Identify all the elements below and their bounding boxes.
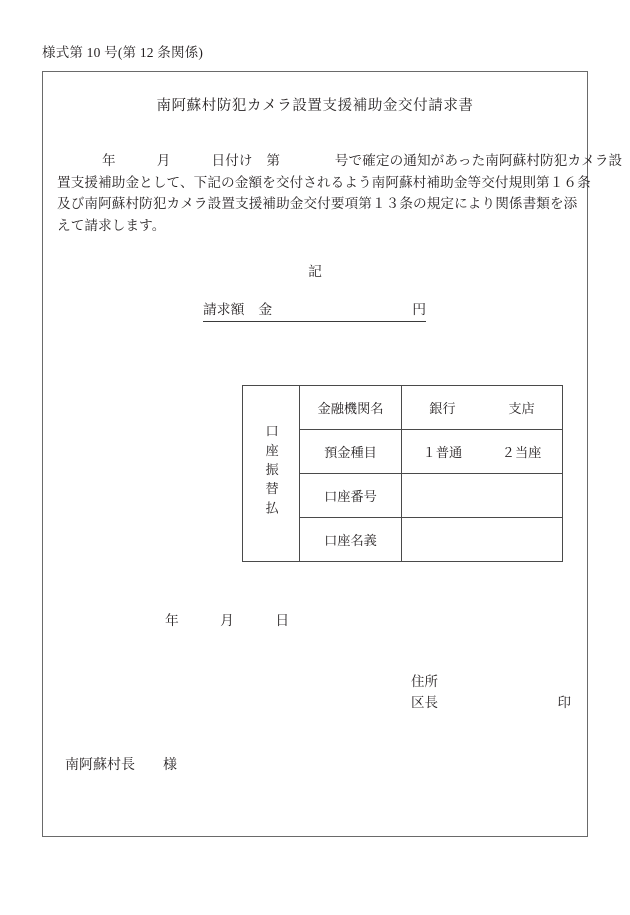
bank-vertical-label: 口座振替払 [263, 423, 279, 520]
bank-row-label-0 [300, 386, 402, 430]
page-frame [42, 71, 623, 837]
cell-label-text: 金融機関名 [317, 401, 384, 416]
page-content [43, 72, 623, 836]
signature-address-label: 住所 [411, 674, 438, 689]
seal-mark: 印 [557, 695, 571, 710]
claim-amount-currency-suffix: 円 [412, 302, 426, 317]
table-row [243, 386, 563, 430]
signature-title-label: 区長 [411, 695, 438, 710]
signature-title-row [411, 692, 571, 713]
addressee: 南阿蘇村長 様 [65, 758, 177, 773]
bank-row-label-2 [300, 474, 402, 518]
ki-marker: 記 [308, 264, 322, 279]
cell-value-text: 銀行 支店 [429, 401, 535, 416]
bank-row-label-1 [300, 430, 402, 474]
bank-row-value-0[interactable] [402, 386, 563, 430]
cell-label-text: 口座番号 [324, 489, 377, 504]
document-title: 南阿蘇村防犯カメラ設置支援補助金交付請求書 [156, 98, 474, 114]
body-line-3: 及び南阿蘇村防犯カメラ設置支援補助金交付要項第１３条の規定により関係書類を添 [57, 196, 578, 211]
submission-date-line: 年 月 日 [165, 613, 290, 628]
cell-value-text: １普通 ２当座 [422, 445, 542, 460]
body-line-4: えて請求します。 [57, 217, 166, 233]
claim-amount-label: 請求額 [203, 302, 245, 317]
body-line-1: 年 月 日付け 第 号で確定の通知があった南阿蘇村防犯カメラ設 [102, 153, 623, 168]
bank-row-value-3[interactable] [402, 518, 563, 562]
signature-block [411, 671, 571, 713]
bank-row-value-1[interactable] [402, 430, 563, 474]
bank-vertical-label-cell [243, 386, 300, 562]
body-paragraph [57, 150, 623, 236]
cell-label-text: 口座名義 [324, 533, 377, 548]
claim-amount-currency-prefix: 金 [258, 302, 273, 317]
body-line-2: 置支援補助金として、下記の金額を交付されるよう南阿蘇村補助金等交付規則第１６条 [57, 174, 591, 190]
bank-account-table [242, 385, 563, 562]
bank-row-value-2[interactable] [402, 474, 563, 518]
form-number: 様式第 10 号(第 12 条関係) [42, 45, 204, 60]
claim-amount-row [203, 300, 426, 322]
bank-row-label-3 [300, 518, 402, 562]
cell-label-text: 預金種目 [324, 445, 377, 460]
